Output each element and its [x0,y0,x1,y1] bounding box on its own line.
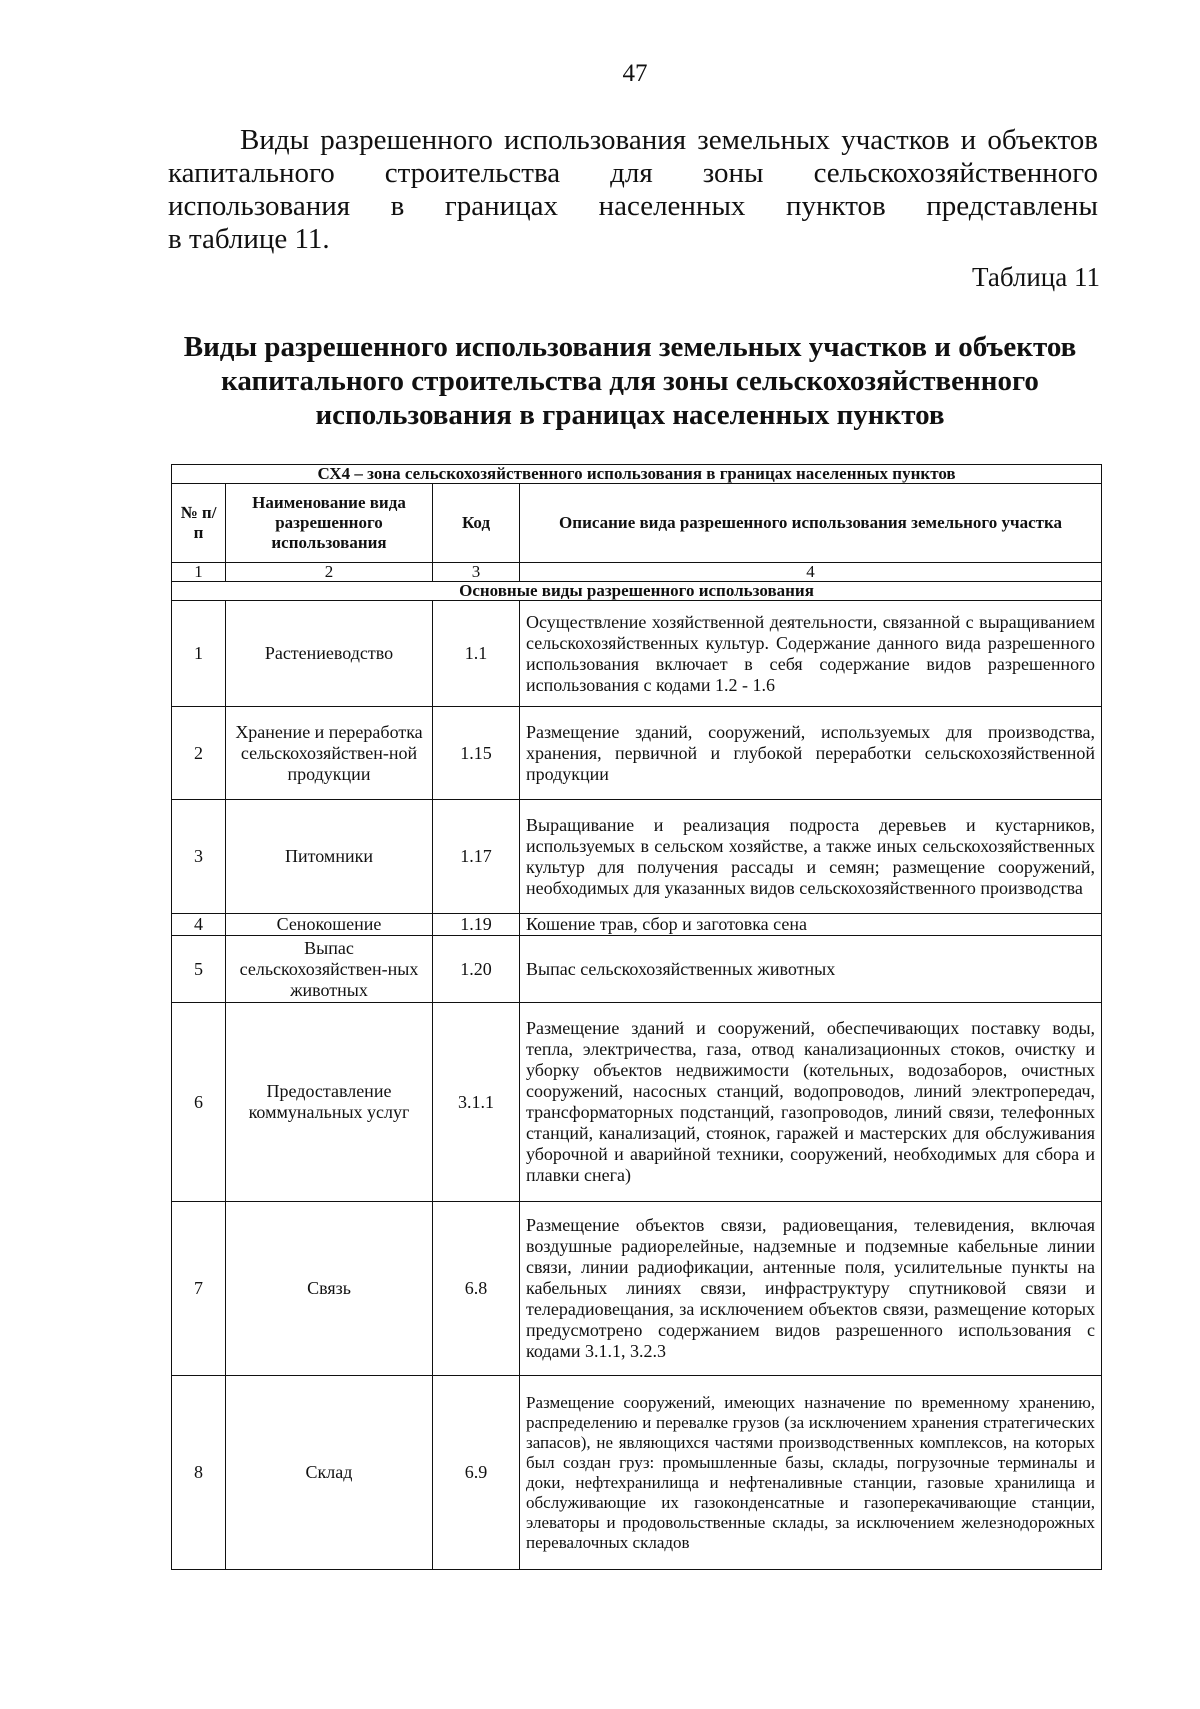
row-code: 3.1.1 [433,1003,520,1202]
table-row [172,601,1102,707]
table-title-line: Виды разрешенного использования земельных участков и объектов [183,331,1077,363]
row-code: 1.20 [433,936,520,1003]
row-code: 6.9 [433,1376,520,1570]
column-number: 4 [520,563,1102,582]
intro-word: капитального [168,157,335,189]
row-num: 2 [172,707,226,800]
row-code: 1.19 [433,914,520,936]
intro-line [168,190,1098,223]
table-row [172,1376,1102,1570]
zone-header-row [172,465,1102,484]
intro-word: населенных [598,190,746,222]
intro-word: в таблице 11. [168,223,330,255]
zone-header: СХ4 – зона сельскохозяйственного использования в границах населенных пунктов [172,465,1102,484]
header-desc: Описание вида разрешенного использования земельного участка [520,484,1102,563]
intro-word: разрешенного [320,124,493,156]
header-code: Код [433,484,520,563]
row-desc: Размещение зданий и сооружений, обеспечивающих поставку воды, тепла, электричества, газа, отвод канализационных стоков, очистку и уборку объектов недвижимости (котельных, водозаборов, очистных сооружений, насосных станций, водопроводов, линий электропередач, трансформаторных подстанций, газопроводов, линий связи, телефонных станций, канализаций, стоянок, гаражей и мастерских для обслуживания уборочной и аварийной техники, сооружений, необходимых для сбора и плавки снега) [520,1003,1102,1202]
row-desc: Кошение трав, сбор и заготовка сена [520,914,1102,936]
row-name: Сенокошение [226,914,433,936]
row-num: 6 [172,1003,226,1202]
row-code: 1.17 [433,800,520,914]
table-title-line: капитального строительства для зоны сельскохозяйственного [221,365,1039,397]
table-row [172,707,1102,800]
intro-word: зоны [702,157,764,189]
row-desc: Выращивание и реализация подроста деревьев и кустарников, используемых в сельском хозяйстве, а также иных сельскохозяйственных культур для получения рассады и семян; размещение сооружений, необходимых для указанных видов сельскохозяйственного производства [520,800,1102,914]
header-name: Наименование вида разрешенного использования [226,484,433,563]
row-name: Связь [226,1202,433,1376]
table-caption: Таблица 11 [972,262,1100,292]
section-header: Основные виды разрешенного использования [172,582,1102,601]
row-code: 6.8 [433,1202,520,1376]
header-num: № п/п [172,484,226,563]
column-number: 1 [172,563,226,582]
land-use-table [171,464,1102,1570]
intro-line [168,157,1098,190]
table-row [172,800,1102,914]
section-row [172,582,1102,601]
intro-word: участков [841,124,950,156]
table-row [172,936,1102,1003]
table-row [172,1202,1102,1376]
row-num: 1 [172,601,226,707]
intro-paragraph [168,124,1098,256]
intro-word: границах [444,190,559,222]
row-desc: Размещение зданий, сооружений, используемых для производства, хранения, первичной и глубокой переработки сельскохозяйственной продукции [520,707,1102,800]
row-num: 3 [172,800,226,914]
table-row [172,1003,1102,1202]
row-desc: Размещение сооружений, имеющих назначение по временному хранению, распределению и перевалке грузов (за исключением хранения стратегических запасов), не являющихся частями производственных комплексов, на которых был создан груз: промышленные базы, склады, погрузочные терминалы и доки, нефтехранилища и нефтеналивные станции, газовые хранилища и обслуживающие их газоконденсатные и газоперекачивающие станции, элеваторы и продовольственные склады, за исключением железнодорожных перевалочных складов [520,1376,1102,1570]
row-num: 5 [172,936,226,1003]
row-name: Питомники [226,800,433,914]
column-number: 3 [433,563,520,582]
row-desc: Выпас сельскохозяйственных животных [520,936,1102,1003]
intro-word: сельскохозяйственного [813,157,1098,189]
intro-word: Виды [240,124,310,156]
intro-line [168,223,1098,256]
intro-word: в [390,190,405,222]
intro-line [168,124,1098,157]
intro-word: и [960,124,977,156]
row-name: Растениеводство [226,601,433,707]
row-num: 8 [172,1376,226,1570]
row-num: 7 [172,1202,226,1376]
table-title-line: использования в границах населенных пунктов [315,399,945,431]
intro-word: пунктов [785,190,886,222]
intro-word: представлены [926,190,1098,222]
row-name: Хранение и переработка сельскохозяйствен-ной продукции [226,707,433,800]
intro-word: использования [168,190,351,222]
row-code: 1.15 [433,707,520,800]
table-title [160,330,1100,432]
row-desc: Осуществление хозяйственной деятельности, связанной с выращиванием сельскохозяйственных культур. Содержание данного вида разрешенного использования включает в себя содержание видов разрешенного использования с кодами 1.2 - 1.6 [520,601,1102,707]
column-header-row [172,484,1102,563]
row-name: Предоставление коммунальных услуг [226,1003,433,1202]
intro-word: объектов [987,124,1098,156]
row-desc: Размещение объектов связи, радиовещания, телевидения, включая воздушные радиорелейные, надземные и подземные кабельные линии связи, линии радиофикации, антенные поля, усилительные пункты на кабельных линиях связи, инфраструктуру спутниковой связи и телерадиовещания, за исключением объектов связи, размещение которых предусмотрено содержанием видов разрешенного использования с кодами 3.1.1, 3.2.3 [520,1202,1102,1376]
intro-word: использования [504,124,687,156]
page-number: 47 [622,60,648,87]
intro-word: земельных [697,124,831,156]
column-number: 2 [226,563,433,582]
row-num: 4 [172,914,226,936]
intro-word: строительства [384,157,561,189]
intro-word: для [610,157,653,189]
row-name: Выпас сельскохозяйствен-ных животных [226,936,433,1003]
column-number-row [172,563,1102,582]
row-code: 1.1 [433,601,520,707]
table-row [172,914,1102,936]
row-name: Склад [226,1376,433,1570]
